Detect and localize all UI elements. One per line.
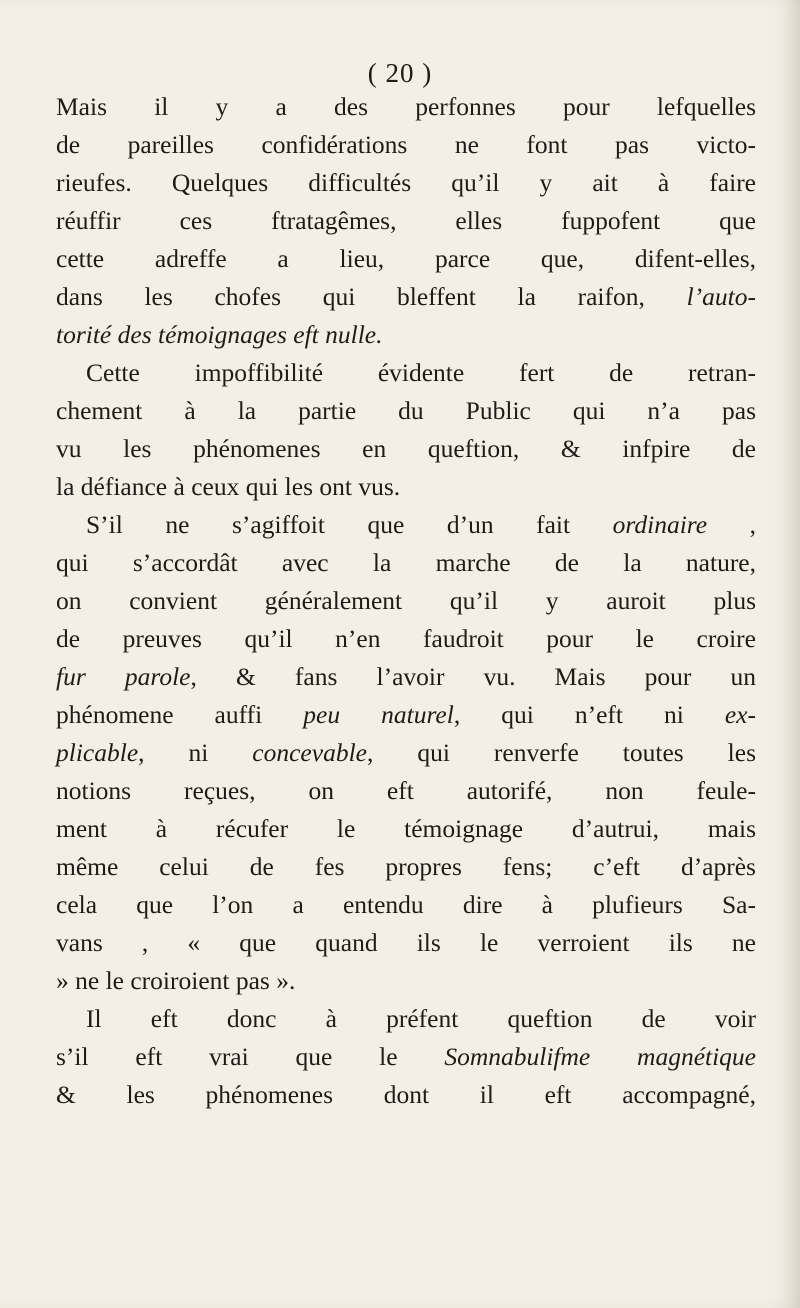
italic-text: plicable	[56, 738, 139, 767]
text-line	[56, 962, 756, 1000]
text-line	[56, 924, 756, 962]
text-run: , qui renverfe toutes les	[366, 738, 756, 767]
italic-text: ordinaire	[612, 510, 708, 539]
body-text	[56, 88, 756, 1114]
text-line	[56, 658, 756, 696]
text-line	[56, 126, 756, 164]
text-line	[56, 1000, 756, 1038]
text-run: la défiance à ceux qui les ont vus.	[56, 472, 401, 501]
text-run: Il eft donc à préfent queftion de voir	[86, 1004, 756, 1033]
italic-text: fur parole	[56, 662, 191, 691]
text-run: s’il eft vrai que le	[56, 1042, 445, 1071]
text-run: cela que l’on a entendu dire à plufieurs Sa-	[56, 890, 756, 919]
text-line	[56, 1076, 756, 1114]
text-line	[56, 316, 756, 354]
text-line	[56, 392, 756, 430]
text-line	[56, 1038, 756, 1076]
text-run: même celui de fes propres fens; c’eft d’après	[56, 852, 756, 881]
text-run: & les phénomenes dont il eft accompagné,	[56, 1080, 756, 1109]
text-line	[56, 886, 756, 924]
text-run: phénomene auffi	[56, 700, 304, 729]
text-run: ment à récufer le témoignage d’autrui, mais	[56, 814, 756, 843]
text-line	[56, 468, 756, 506]
text-line	[56, 772, 756, 810]
text-run: Cette impoffibilité évidente fert de retran-	[86, 358, 756, 387]
text-line	[56, 164, 756, 202]
text-line	[56, 240, 756, 278]
text-run: qui s’accordât avec la marche de la nature,	[56, 548, 756, 577]
page-number: ( 20 )	[367, 58, 433, 88]
text-line	[56, 696, 756, 734]
text-run: rieufes. Quelques difficultés qu’il y ait à faire	[56, 168, 756, 197]
text-line	[56, 506, 756, 544]
text-line	[56, 202, 756, 240]
text-run: chement à la partie du Public qui n’a pas	[56, 396, 756, 425]
text-run: vu les phénomenes en queftion, & infpire de	[56, 434, 756, 463]
italic-text: concevable	[252, 738, 367, 767]
text-run: ,	[707, 510, 756, 539]
text-run: de pareilles confidérations ne font pas victo-	[56, 130, 756, 159]
text-run: S’il ne s’agiffoit que d’un fait	[86, 510, 613, 539]
text-line	[56, 620, 756, 658]
italic-text: Somnabulifme magnétique	[444, 1042, 756, 1071]
text-run: réuffir ces ftratagêmes, elles fuppofent que	[56, 206, 756, 235]
text-run: vans , « que quand ils le verroient ils ne	[56, 928, 756, 957]
text-run: , qui n’eft ni	[453, 700, 725, 729]
text-line	[56, 278, 756, 316]
text-run: on convient généralement qu’il y auroit plus	[56, 586, 756, 615]
text-line	[56, 354, 756, 392]
text-run: cette adreffe a lieu, parce que, difent-elles,	[56, 244, 756, 273]
italic-text: ex-	[724, 700, 756, 729]
italic-text: peu naturel	[303, 700, 454, 729]
text-run: notions reçues, on eft autorifé, non feule-	[56, 776, 756, 805]
text-run: de preuves qu’il n’en faudroit pour le croire	[56, 624, 756, 653]
text-run: dans les chofes qui bleffent la raifon,	[56, 282, 687, 311]
text-run: Mais il y a des perfonnes pour lefquelles	[56, 92, 756, 121]
italic-text: l’auto-	[686, 282, 756, 311]
text-line	[56, 430, 756, 468]
text-run: » ne le croiroient pas ».	[56, 966, 296, 995]
text-line	[56, 848, 756, 886]
text-line	[56, 734, 756, 772]
text-line	[56, 582, 756, 620]
text-line	[56, 88, 756, 126]
text-run: , ni	[138, 738, 253, 767]
text-run: , & fans l’avoir vu. Mais pour un	[190, 662, 757, 691]
text-line	[56, 810, 756, 848]
italic-text: torité des témoignages eft nulle.	[56, 320, 383, 349]
text-line	[56, 544, 756, 582]
